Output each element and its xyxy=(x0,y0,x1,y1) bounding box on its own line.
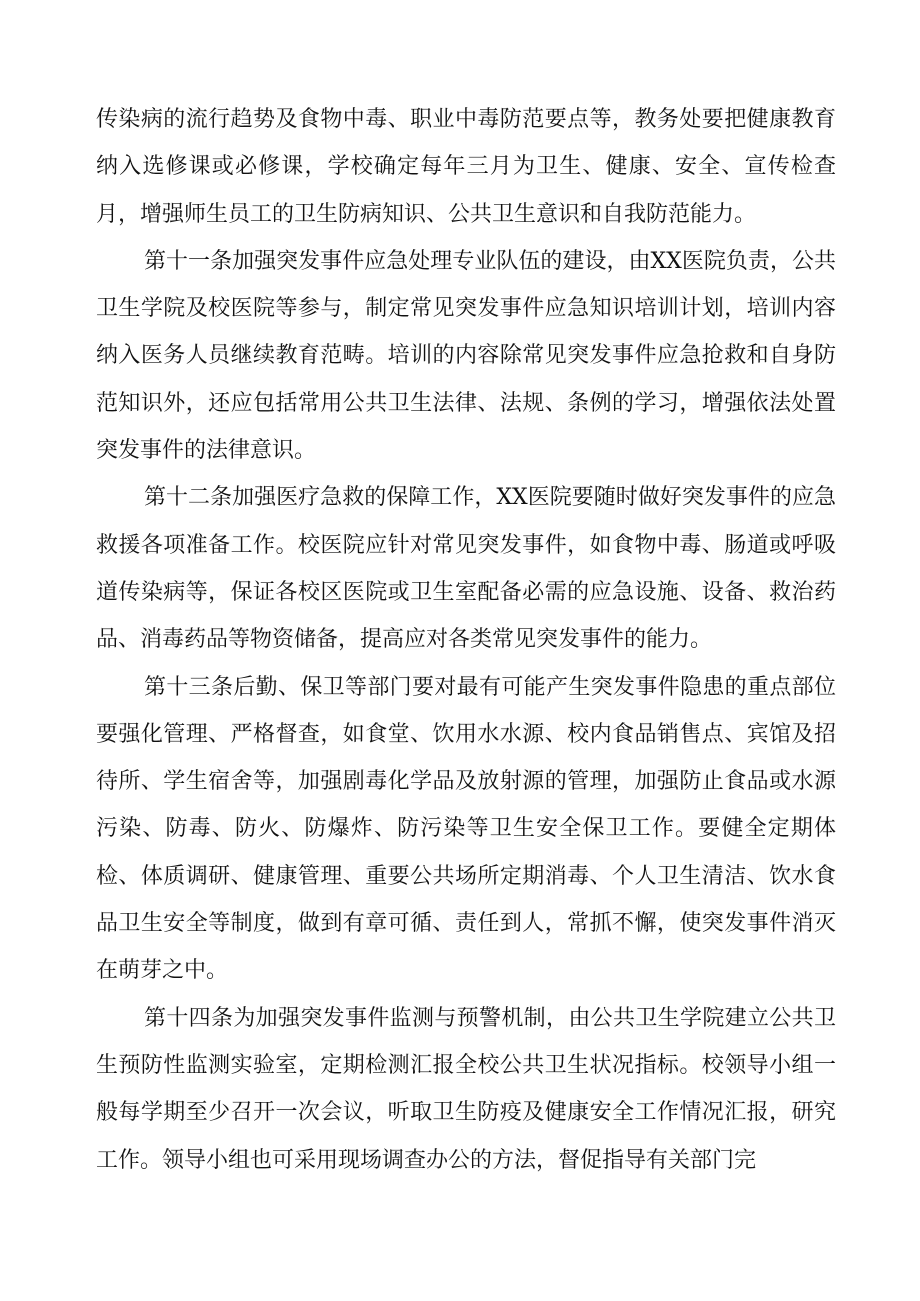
article-13-paragraph: 第十三条后勤、保卫等部门要对最有可能产生突发事件隐患的重点部位要强化管理、严格督查，如食堂、饮用水水源、校内食品销售点、宾馆及招待所、学生宿舍等，加强剧毒化学品及放射源的管理，加强防止食品或水源污染、防毒、防火、防爆炸、防污染等卫生安全保卫工作。要健全定期体检、体质调研、健康管理、重要公共场所定期消毒、个人卫生清洁、饮水食品卫生安全等制度，做到有章可循、责任到人，常抓不懈，使突发事件消灭在萌芽之中。 xyxy=(96,674,836,984)
paragraph-continuation: 传染病的流行趋势及食物中毒、职业中毒防范要点等，教务处要把健康教育纳入选修课或必修课，学校确定每年三月为卫生、健康、安全、宣传检查月，增强师生员工的卫生防病知识、公共卫生意识和自我防范能力。 xyxy=(96,107,836,227)
article-14-text-cut-off: 领导小组也可采用现场调查办公的方法，督促指导有关部门完 xyxy=(162,1147,757,1173)
article-11-paragraph: 第十一条加强突发事件应急处理专业队伍的建设，由XX医院负责，公共卫生学院及校医院等参与，制定常见突发事件应急知识培训计划，培训内容纳入医务人员继续教育范畴。培训的内容除常见突发事件应急抢救和自身防范知识外，还应包括常用公共卫生法律、法规、条例的学习，增强依法处置突发事件的法律意识。 xyxy=(96,248,836,464)
document-body xyxy=(96,96,836,1184)
article-12-paragraph: 第十二条加强医疗急救的保障工作，XX医院要随时做好突发事件的应急救援各项准备工作。校医院应针对常见突发事件，如食物中毒、肠道或呼吸道传染病等，保证各校区医院或卫生室配备必需的应急设施、设备、救治药品、消毒药品等物资储备，提高应对各类常见突发事件的能力。 xyxy=(96,485,836,653)
article-14-paragraph xyxy=(96,995,836,1184)
article-14-text: 第十四条为加强突发事件监测与预警机制，由公共卫生学院建立公共卫生预防性监测实验室，定期检测汇报全校公共卫生状况指标。校领导小组一般每学期至少召开一次会议，听取卫生防疫及健康安全工作情况汇报，研究工作。 xyxy=(96,1005,836,1173)
